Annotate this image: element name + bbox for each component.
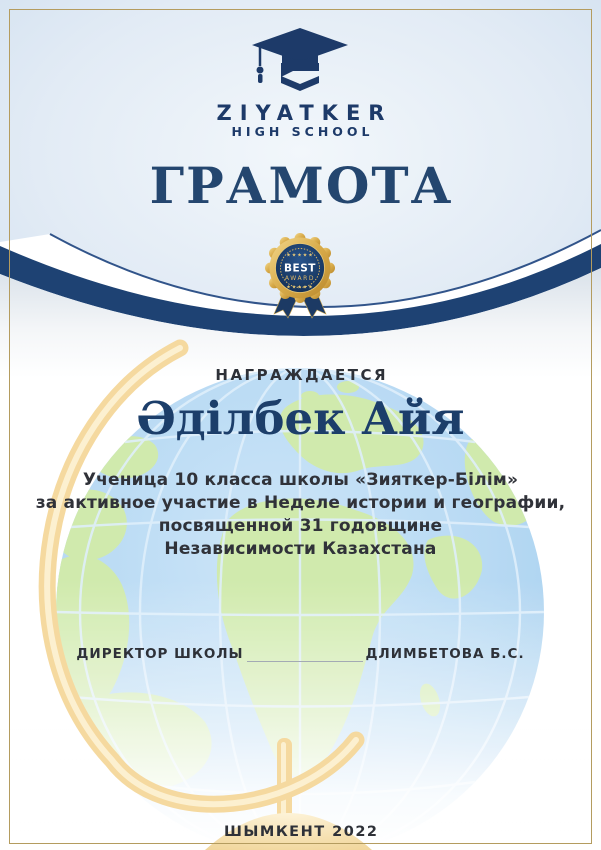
best-award-medal-icon [250, 224, 350, 322]
medal-stars-bottom: ★★★★★ [286, 284, 314, 291]
medal-best-text: BEST [284, 262, 316, 275]
recipient-name: Әділбек Айя [136, 392, 465, 445]
description-line: посвященной 31 годовщине [158, 516, 443, 536]
description-line: Независимости Казахстана [164, 539, 437, 559]
description-line: за активное участие в Неделе истории и географии, [35, 493, 566, 513]
signature-line [247, 646, 363, 662]
signature-role: ДИРЕКТОР ШКОЛЫ [76, 646, 244, 662]
footer-city-year: ШЫМКЕНТ 2022 [223, 824, 379, 840]
school-name: ZIYATKER [216, 101, 393, 125]
award-label: НАГРАЖДАЕТСЯ [215, 366, 389, 384]
description-line: Ученица 10 класса школы «Зияткер-Білім» [82, 470, 519, 490]
award-description [0, 469, 601, 561]
school-subtitle: HIGH SCHOOL [231, 124, 374, 139]
signature-row [0, 646, 601, 662]
signature-name: ДЛИМБЕТОВА Б.С. [365, 646, 525, 662]
medal-stars-top: ★★★★★ [286, 252, 314, 259]
medal-award-text: AWARD [284, 275, 316, 282]
graduation-cap-icon [250, 26, 350, 92]
certificate-title: ГРАМОТА [149, 156, 454, 215]
